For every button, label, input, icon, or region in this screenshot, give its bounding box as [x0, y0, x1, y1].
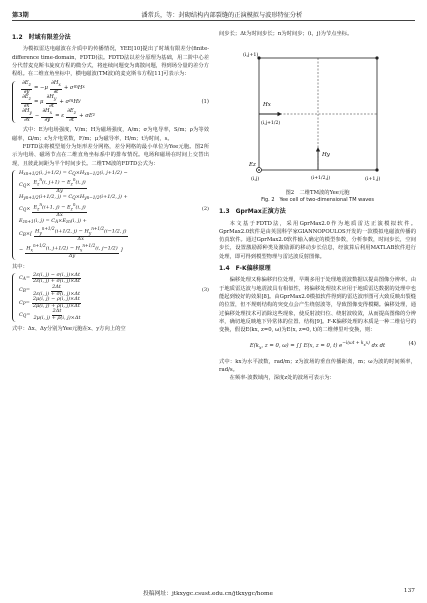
- right-column: [219, 30, 416, 382]
- label-node-i1j: (i+1,j): [365, 177, 381, 183]
- paragraph-symbols: 式中：E为电场强度，V/m；H为磁场强度，A/m；σ为电导率，S/m；ρ为等效磁率，Ω/m；ε为介电常数，F/m；μ为磁导率，H/m；t为时间，s。: [12, 127, 209, 142]
- left-column: [12, 30, 209, 333]
- equation-3: C A = $\frac{2\varepsilon(i, j) - \sigma(i, j)\times\Delta t}{2\varepsilon(i, j) + \sigma(i, j)\times\Delta t}$ C B = $\frac{2\Delta t}{2\varepsilon(i, j) + \sigma(i, j)\times\Delta t}$ (3) C P = $\frac{2\mu(i, j) - \rho(i, j)\times\Delta t}{2\mu(i, j) + \rho(i, j)\times\Delta t}$ C Q = $\frac{2\Delta t}{2\mu(i, j) + \rho(i, j)\times\Delta t}$: [12, 273, 209, 322]
- equation-4: $E(k_x$, z = 0, ω) = ∫∫ E(x, z = 0, t) $e^{-i(\omega t + k_xx)}$ dx dt (4): [249, 341, 416, 352]
- label-hy-position: (i+1/2,j): [311, 176, 331, 182]
- section-title-1-2: 1.2 时域有限差分法: [12, 34, 71, 41]
- equation-4-number: (4): [408, 341, 416, 348]
- label-node-ij1: (i,j+1): [243, 53, 259, 59]
- section-title-1-4: 1.4 F-K偏移原理: [219, 265, 271, 273]
- paragraph-yee-grid: FDTD法将模型划分为矩形差分网格，差分网格的最小单位为Yee元胞。图2所示为电场、磁场节点在二维直角坐标系中的排布情况。电场和磁场在时间上交替出现，且彼此间距为半个时间步长。二维TM波的FDTD公式为：: [12, 144, 209, 167]
- label-hx-position: (i,j+1/2): [261, 121, 281, 127]
- where-label: 其中：: [12, 263, 28, 270]
- journal-url: 投稿网址：jtkxygc.csust.edu.cn/jtkxygc/home: [142, 591, 273, 597]
- running-title: 潘常兵，等：封砌结构内部裂缝的正演模拟与波形特征分析: [141, 11, 303, 19]
- figure-caption-en: Fig. 2 Yee cell of two-dimensional TM waves: [261, 197, 374, 204]
- section-title-1-3: 1.3 GprMax正演方法: [219, 208, 286, 216]
- label-node-ij: (i,j): [251, 177, 260, 183]
- issue-label: 第3期: [12, 11, 29, 19]
- yee-cell-diagram: [219, 40, 416, 190]
- figure-yee-cell: [219, 40, 416, 190]
- paragraph-gprmax: 本文基于FDTD法，采用GprMax2.0作为地质雷达正演模拟软件。GprMax2.0软件是由英国科学家GIANNOPOULOS开发的一款模拟电磁波传播的仿真软件。通过GprMax2.0软件输入确定的模型参数，分析参数，时间步长，空间步长，设置激励源种类及激励源的移动步长信息，经演算后利用MATLAB软件进行处理，即可得到模型物理与雷达波反射图像。: [219, 220, 416, 260]
- page-number: 137: [403, 588, 415, 594]
- paragraph-step-sizes: 式中：Δx、Δy分别为Yee元胞在x、y方向上的空: [12, 325, 126, 332]
- figure-caption-cn: 图2 二维TM波的Yee元胞: [285, 190, 350, 197]
- running-header: [12, 8, 415, 21]
- label-hy: Hy: [322, 152, 330, 159]
- paragraph-continued: 间步长；Δt为时间步长；n为时间步；(i，j)为节点坐标。: [219, 31, 353, 37]
- equation-2-number: (2): [201, 206, 209, 213]
- equation-3-number: (3): [201, 287, 209, 294]
- equation-1-number: (1): [201, 99, 209, 106]
- equation-2: H x n+1/2 (i, j+1/2) = C Q ×H x n−1/2 (i, j+1/2) − C Q × $\frac{E_z^n(i, j+1) - E_z^n(i, j)}{\Delta y}$ H y n+1/2 (i+1/2, j) = C Q ×H y n−1/2 (i+1/2, j) + C Q × $\frac{E_z^n(i+1, j) - E_z^n(i, j)}{\Delta x}$ (2) E z n+1 (i, j) = C A ×E z n (i, j) + C B ×[ $\frac{H_y^{n+1/2}(i+1/2, j) - H_y^{n+1/2}(i-1/2, j)}{\Delta x}$ − $\frac{H_x^{n+1/2}(i, j+1/2) - H_x^{n+1/2}(i, j-1/2)}{\Delta y}$ ]: [12, 170, 209, 260]
- equation-1: $\frac{\partial E_z}{\partial y}$ = −μ $\frac{\partial H_x}{\partial t}$ + σ m H x $\frac{\partial E_z}{\partial x}$ = μ $\frac{\partial H_y}{\partial t}$ + σ m H y (1) $\frac{\partial H_y}{\partial x}$ − $\frac{\partial H_x}{\partial y}$ = ε $\frac{\partial E_z}{\partial t}$ + σE z: [12, 81, 209, 123]
- ez-node-right: [375, 169, 378, 172]
- label-ez: Ez: [249, 162, 256, 169]
- paragraph-fdtd-intro: 为模拟雷达电磁波在介质中的传播情况，YEE[10]提出了时域有限差分(finite-difference time-domain，FDTD)法。FDTD法以差分原理为基础，用二阶中心差分代替麦克斯韦旋度方程的微分式，将连续问题变为离散问题，得到场分量的差分方程组。在二维直角坐标中，横电磁波(TM波)的麦克斯韦方程[11]可表示为：: [12, 46, 209, 78]
- paragraph-eq4-symbols: 式中：kx为水平波数，rad/m；z为波场的垂直传播距离，m；ω为波的时间频率，rad/s。: [219, 358, 416, 373]
- paragraph-frequency-domain: 在频率-波数域内，深度z处的波场可表示为：: [229, 375, 335, 382]
- page-footer: [12, 588, 415, 597]
- label-hx: Hx: [263, 102, 271, 109]
- paragraph-fk-migration: 偏移处理又称偏移归位处理，早期多用于处理地震波数据以提高图像分辨率。由于地质雷达波与地震波具有相似性，将偏移处理技术应用于地质雷达数据的处理中也能起到较好的效果[8]。由GprMax2.0模拟软件得到的雷达波形图可大致反映出裂缝的位置，但不规则结构的突变点会产生绕射波等，导致图像变得模糊。偏移处理，通过偏移处理技术可消除这些现象，使反射波归位、绕射波收敛，从而提高图像的分辨率，确切地反映地下异常体的位置、结构[9]。F-K偏移处理的本质是一种二维信号的变换，假设E(kx, z=0, ω)为E(x, z=0, t)的二维傅里叶变换，则：: [219, 277, 416, 334]
